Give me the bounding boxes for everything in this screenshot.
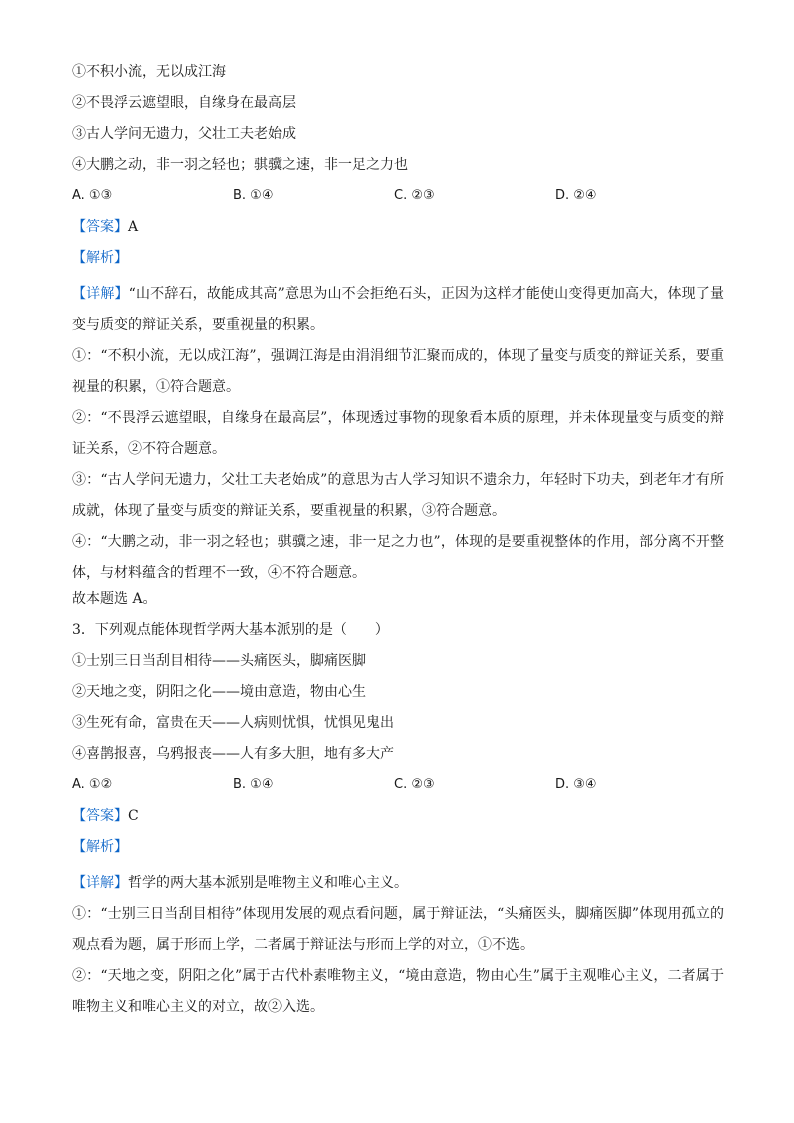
q2-explanation-2: ②：“不畏浮云遮望眼，自缘身在最高层”，体现透过事物的现象看本质的原理，并未体现量变与质变的辩证关系，②不符合题意。	[72, 410, 724, 457]
q3-statement-2: ②天地之变，阴阳之化——境由意造，物由心生	[72, 684, 366, 700]
q2-answer	[72, 217, 732, 248]
q2-explanation-3: ③：“古人学问无遗力，父壮工夫老始成”的意思为古人学习知识不遗余力，年轻时下功夫，到老年才有所成就，体现了量变与质变的辩证关系，要重视量的积累，③符合题意。	[72, 472, 724, 519]
q3-answer	[72, 806, 732, 837]
q3-statement-3: ③生死有命，富贵在天——人病则忧惧，忧惧见鬼出	[72, 715, 394, 731]
q2-analysis-heading	[72, 248, 732, 279]
q2-statement-2: ②不畏浮云遮望眼，自缘身在最高层	[72, 95, 296, 111]
q3-option-c: C. ②③	[394, 777, 435, 792]
q3-option-a: A. ①②	[72, 777, 113, 792]
detail-tag: 【详解】	[72, 875, 128, 891]
q3-statement-4: ④喜鹊报喜，乌鸦报丧——人有多大胆，地有多大产	[72, 746, 394, 762]
q3-options	[72, 775, 732, 806]
q3-question: 3．下列观点能体现哲学两大基本派别的是（ ）	[72, 622, 389, 638]
document-page	[72, 62, 732, 1023]
q2-option-c: C. ②③	[394, 188, 435, 203]
q2-options	[72, 186, 732, 217]
q2-explanation-1: ①：“不积小流，无以成江海”，强调江海是由涓涓细节汇聚而成的，体现了量变与质变的辩证关系，要重视量的积累，①符合题意。	[72, 348, 724, 395]
q2-option-a: A. ①③	[72, 188, 113, 203]
answer-tag: 【答案】	[72, 219, 128, 235]
q2-option-b: B. ①④	[233, 188, 274, 203]
analysis-tag: 【解析】	[72, 250, 128, 266]
detail-tag: 【详解】	[72, 286, 129, 302]
q2-option-d: D. ②④	[555, 188, 597, 203]
q2-statement-4: ④大鹏之动，非一羽之轻也；骐骥之速，非一足之力也	[72, 157, 408, 173]
answer-value: C	[128, 808, 139, 824]
q2-conclusion: 故本题选 A。	[72, 591, 157, 607]
q2-detail	[72, 279, 724, 341]
q3-explanation-2: ②：“天地之变，阴阳之化”属于古代朴素唯物主义，“境由意造，物由心生”属于主观唯心主义，二者属于唯物主义和唯心主义的对立，故②入选。	[72, 968, 724, 1015]
analysis-tag: 【解析】	[72, 839, 128, 855]
q2-statement-3: ③古人学问无遗力，父壮工夫老始成	[72, 126, 296, 142]
q2-statement-1: ①不积小流，无以成江海	[72, 64, 226, 80]
q3-explanation-1: ①：“士别三日当刮目相待”体现用发展的观点看问题，属于辩证法，“头痛医头，脚痛医脚”体现用孤立的观点看为题，属于形而上学，二者属于辩证法与形而上学的对立，①不选。	[72, 906, 724, 953]
q3-statement-1: ①士别三日当刮目相待——头痛医头，脚痛医脚	[72, 653, 366, 669]
q2-explanation-4: ④：“大鹏之动，非一羽之轻也；骐骥之速，非一足之力也”，体现的是要重视整体的作用，部分离不开整体，与材料蕴含的哲理不一致，④不符合题意。	[72, 534, 724, 581]
q3-analysis-heading	[72, 837, 732, 868]
detail-text: “山不辞石，故能成其高”意思为山不会拒绝石头，正因为这样才能使山变得更加高大，体现了量变与质变的辩证关系，要重视量的积累。	[72, 286, 725, 333]
q3-detail	[72, 868, 724, 899]
detail-text: 哲学的两大基本派别是唯物主义和唯心主义。	[128, 875, 408, 891]
answer-value: A	[128, 219, 139, 235]
answer-tag: 【答案】	[72, 808, 128, 824]
q3-option-b: B. ①④	[233, 777, 274, 792]
q3-option-d: D. ③④	[555, 777, 597, 792]
